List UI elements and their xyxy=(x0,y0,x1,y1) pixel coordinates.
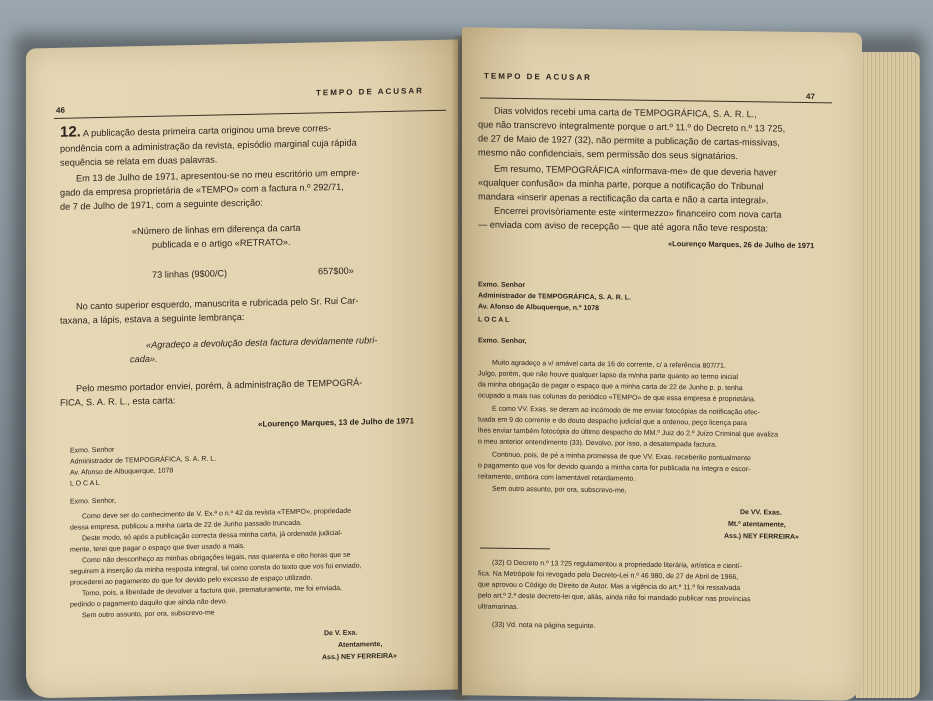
note-line-2: cada». xyxy=(130,353,158,365)
invoice-desc-line-2: publicada e o artigo «RETRATO». xyxy=(152,236,291,250)
right-closing-line-1: De VV. Exas. xyxy=(740,509,782,517)
right-running-header: TEMPO DE ACUSAR xyxy=(484,71,592,83)
left-p3-line-1: No canto superior esquerdo, manuscrita e rubricada pelo Sr. Rui Car- xyxy=(76,295,359,312)
invoice-amount: 657$00» xyxy=(318,265,354,277)
right-p3-line-2: — enviada com aviso de recepção — que até agora não teve resposta: xyxy=(478,219,769,234)
right-letter-line-2: Julgo, porém, que não houve qualquer lapso da m/nha parte quanto ao termo inicial xyxy=(478,370,738,382)
left-address-line-3: Av. Afonso de Albuquerque, 1078 xyxy=(70,467,174,477)
right-header-rule xyxy=(480,97,832,103)
right-signature: Ass.) NEY FERREIRA» xyxy=(724,532,799,541)
right-address-line-1: Exmo. Senhor xyxy=(478,281,526,290)
left-page-number: 46 xyxy=(56,105,65,115)
right-letter-line-9: Continuo, pois, de pé a minha promessa de que VV. Exas. receberão pontualmente xyxy=(492,451,751,463)
left-address-line-4: L O C A L xyxy=(70,479,100,488)
footnote-32-line-5: ultramarinas. xyxy=(478,603,519,611)
footnote-32-line-3: que aprovou o Código do Direito de Autor. Mas a vigência do art.º 11.º foi ressalvada xyxy=(478,581,741,593)
left-p4-line-1: Pelo mesmo portador enviei, porém, à administração de TEMPOGRÁ- xyxy=(76,377,363,394)
right-p2-line-3: mandara «inserir apenas a rectificação da carta e não a carta integral». xyxy=(478,191,769,206)
right-letter-line-7: lhes enviar também fotocópia do último despacho do MM.º Juiz do 2.º Juízo Criminal que avaliza xyxy=(478,427,779,439)
left-date-line: «Lourenço Marques, 13 de Julho de 1971 xyxy=(258,416,415,429)
left-letter-line-3: Deste modo, só após a publicação correcta dessa minha carta, já ordenada judicial- xyxy=(82,529,343,543)
left-letter-line-1: Como deve ser do conhecimento de V. Ex.ª o n.º 42 da revista «TEMPO», propriedade xyxy=(82,507,352,521)
right-p3-line-1: Encerrei provisòriamente este «intermezzo» financeiro com nova carta xyxy=(494,205,782,220)
right-letter-line-3: da minha obrigação de pagar o espaço que a minha carta de 22 de Junho p. p. tenha xyxy=(478,381,743,393)
footnote-32-line-1: (32) O Decreto n.º 13 725 regulamentou a propriedade literária, artística e cientí- xyxy=(492,559,743,571)
right-letter-line-12: Sem outro assunto, por ora, subscrevo-me, xyxy=(492,485,627,495)
left-salutation: Exmo. Senhor, xyxy=(70,497,116,506)
right-address-line-3: Av. Afonso de Albuquerque, n.º 1078 xyxy=(478,303,600,313)
left-p1-line-2: pondência com a administração da revista, episódio marginal cuja rápida xyxy=(60,137,357,154)
left-header-rule xyxy=(54,110,446,119)
left-letter-line-2: dessa empresa, publicou a minha carta de 22 de Junho passado truncada. xyxy=(70,519,302,532)
right-p1-line-4: mesmo não confidenciais, sem permissão dos seus signatários. xyxy=(478,147,738,162)
right-salutation: Exmo. Senhor, xyxy=(478,337,527,346)
right-letter-line-5: E como VV. Exas. se deram ao incómodo de me enviar fotocópias da notificação efec- xyxy=(492,405,760,417)
note-line-1: «Agradeço a devolução desta factura devidamente rubri- xyxy=(146,335,378,351)
left-p1-line-1: 12. A publicação desta primeira carta originou uma breve corres- xyxy=(60,123,332,141)
footnote-rule xyxy=(480,547,550,549)
right-letter-line-10: o pagamento que vos for devido quando a minha carta for publicada na íntegra e escor- xyxy=(478,462,751,474)
left-letter-line-4: mente, terei que pagar o espaço que tiver usado a mais. xyxy=(70,542,246,554)
right-page-number: 47 xyxy=(806,92,815,102)
right-letter-line-1: Muito agradeço a v/ amável carta de 16 do corrente, c/ a referência 807/71. xyxy=(492,359,726,370)
left-letter-line-6: seguirem à inserção da minha resposta integral, tal como consta do texto que vos foi enviado, xyxy=(70,562,362,576)
right-p1-line-2: que não transcrevo integralmente porque o art.º 11.º do Decreto n.º 13 725, xyxy=(478,119,786,134)
page-stack-edge xyxy=(856,52,920,698)
left-page xyxy=(26,39,458,698)
right-p1-line-3: de 27 de Maio de 1927 (32), não permite a publicação de cartas-missivas, xyxy=(478,133,780,148)
left-closing-line-1: De V. Exa. xyxy=(324,629,358,638)
left-p2-line-1: Em 13 de Julho de 1971, apresentou-se no meu escritório um empre- xyxy=(76,167,360,184)
right-p2-line-1: Em resumo, TEMPOGRÁFICA «informava-me» de que deveria haver xyxy=(494,163,777,178)
right-date-line: «Lourenço Marques, 26 de Julho de 1971 xyxy=(668,239,815,251)
left-letter-line-7: procederei ao pagamento do que for devido pelo excesso de espaço utilizado. xyxy=(70,574,313,587)
invoice-lines: 73 linhas (9$00/C) xyxy=(152,268,228,280)
left-address-line-2: Administrador de TEMPOGRÁFICA, S. A. R. L. xyxy=(70,455,217,466)
invoice-desc-line-1: «Número de linhas em diferença da carta xyxy=(132,222,301,237)
section-number: 12. xyxy=(60,123,81,141)
left-letter-line-9: pedindo o pagamento daquilo que ainda não devo. xyxy=(70,598,228,609)
left-closing-line-2: Atentamente, xyxy=(338,641,383,649)
right-letter-line-8: o meu anterior entendimento (33). Devolvo, por isso, a desatempada factura. xyxy=(478,438,717,449)
right-letter-line-11: reitamente, embora com lamentável retardamento. xyxy=(478,473,636,483)
left-letter-line-5: Como não desconheço as minhas obrigações legais, nas quarenta e oito horas que se xyxy=(82,551,351,565)
right-letter-line-6: tuada em 9 do corrente e do douto despacho judicial que a ordenou, peço licença para xyxy=(478,416,747,428)
left-p2-line-3: de 7 de Julho de 1971, com a seguinte descrição: xyxy=(60,197,263,212)
footnote-32-line-2: fica. Na Metrópole foi revogado pelo Decreto-Lei n.º 46 980, de 27 de Abril de 1966, xyxy=(478,570,739,582)
right-address-line-2: Administrador de TEMPOGRÁFICA, S. A. R. L. xyxy=(478,292,631,302)
footnote-32-line-4: pelo art.º 2.º deste decreto-lei que, aliás, ainda não foi mandado publicar nas províncias xyxy=(478,592,751,604)
left-letter-line-10: Sem outro assunto, por ora, subscrevo-me xyxy=(82,609,215,620)
left-signature: Ass.) NEY FERREIRA» xyxy=(322,652,397,662)
left-running-header: TEMPO DE ACUSAR xyxy=(316,86,424,98)
right-page xyxy=(462,27,862,701)
right-closing-line-2: Mt.º atentamente, xyxy=(728,520,786,529)
left-p3-line-2: taxana, a lápis, estava a seguinte lembrança: xyxy=(60,311,245,326)
left-p1-line-3: sequência se relata em duas palavras. xyxy=(60,154,218,168)
right-p1-line-1: Dias volvidos recebi uma carta de TEMPOGRÁFICA, S. A. R. L., xyxy=(494,105,757,120)
footnote-33: (33) Vd. nota na página seguinte. xyxy=(492,621,596,631)
left-p4-line-2: FICA, S. A. R. L., esta carta: xyxy=(60,395,176,408)
right-letter-line-4: ocupado a mais nas colunas do periódico «TEMPO» de que essa empresa é proprietária. xyxy=(478,392,756,404)
right-address-line-4: L O C A L xyxy=(478,316,510,324)
right-p2-line-2: «qualquer confusão» da minha parte, porque a notificação do Tribunal xyxy=(478,177,764,192)
left-address-line-1: Exmo. Senhor xyxy=(70,446,115,455)
left-p2-line-2: gado da empresa proprietária de «TEMPO» com a factura n.º 292/71, xyxy=(60,181,344,198)
left-letter-line-8: Tomo, pois, a liberdade de devolver a factura que, prematuramente, me foi enviada, xyxy=(82,584,342,598)
